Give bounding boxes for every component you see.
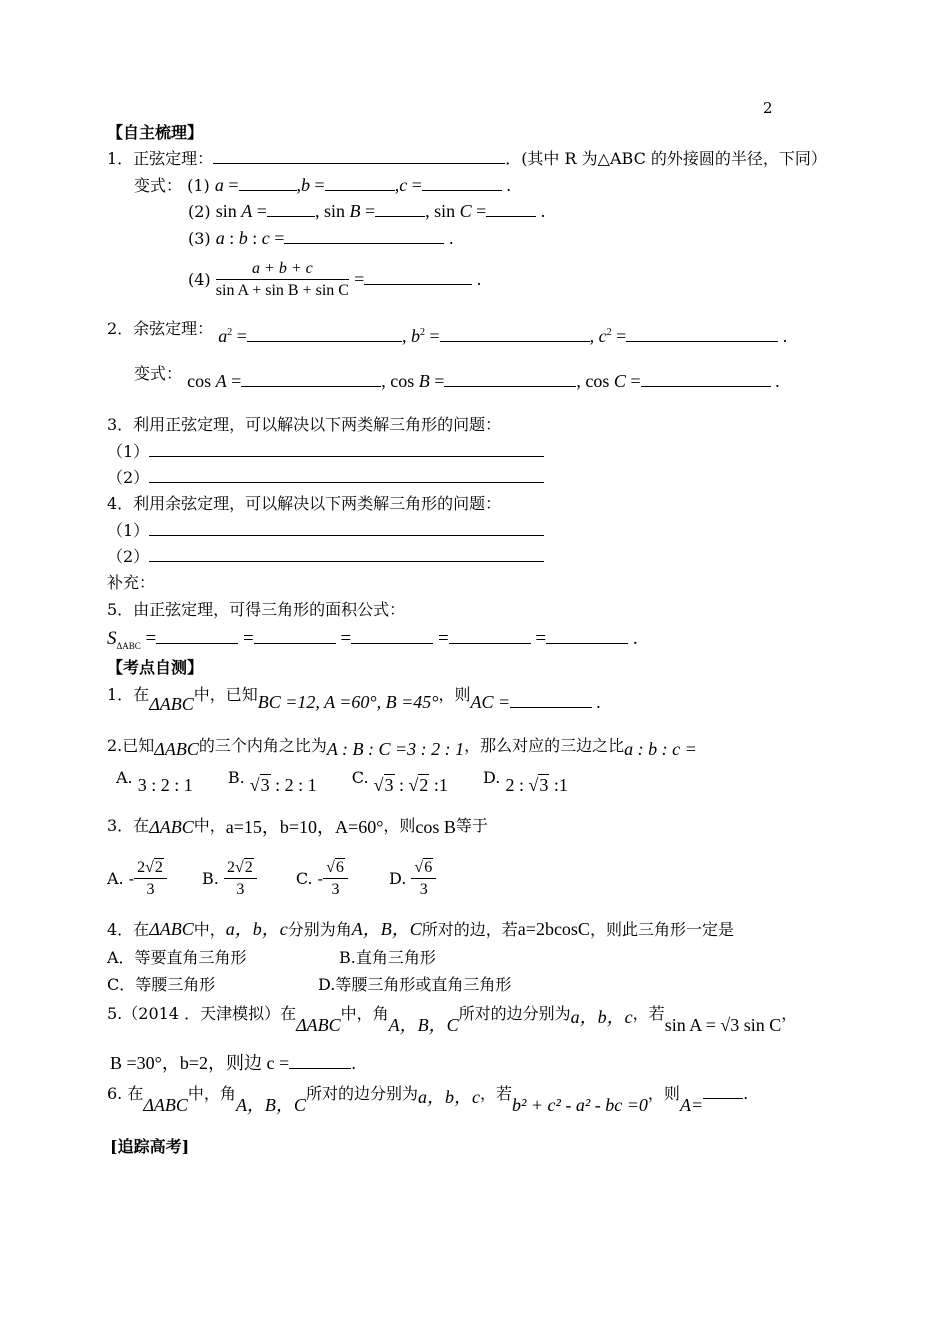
variant-num: (2) (188, 202, 211, 221)
option-label[interactable]: A. (116, 768, 133, 787)
question-2: 2.已知ΔABC的三个内角之比为A : B : C =3 : 2 : 1，那么对应的三边之比a : b : c = (107, 736, 697, 759)
cosine-law-line: 2．余弦定理： $a^2$ = , $b^2$ = , $c^2$ = . (107, 319, 788, 346)
answer-blank[interactable] (422, 174, 502, 191)
variant-4: (4) $\frac{a + b + c}{\text{sin A + sin B + sin C}}$ = . (188, 256, 481, 303)
page-number: 2 (763, 99, 773, 117)
item3-text: 3．利用正弦定理，可以解决以下两类解三角形的问题： (107, 415, 502, 434)
answer-blank[interactable] (440, 325, 590, 342)
variant-num: (1) (187, 176, 210, 195)
answer-blank[interactable] (351, 627, 433, 644)
answer-blank[interactable] (289, 1052, 351, 1069)
answer-blank[interactable] (213, 147, 505, 164)
question-4: 4．在ΔABC中，a，b，c分别为角A，B，C所对的边，若a=2bcosC，则此三角形一定是 (107, 919, 734, 939)
answer-blank[interactable] (510, 691, 592, 708)
item5-text: 5．由正弦定理，可得三角形的面积公式： (107, 600, 406, 619)
answer-blank[interactable] (241, 370, 381, 387)
section-title-review: 【自主梳理】 (107, 123, 204, 142)
question-5-line2: B =30°，b=2，则边 c = . (110, 1053, 357, 1073)
fraction (216, 259, 349, 302)
item3-sub1: （1） (107, 440, 544, 463)
question-3-options: A. - $\frac{2√2}{3}$ B. $\frac{2√2}{3}$ C. - $\frac{√6}{3}$ D. $\frac{√6}{3}$ (107, 852, 436, 906)
option-label[interactable]: C. (351, 768, 369, 787)
section-title-selftest: 【考点自测】 (107, 658, 204, 677)
option-label[interactable]: B. (202, 869, 219, 888)
answer-blank[interactable] (247, 325, 402, 342)
answer-blank[interactable] (364, 268, 472, 285)
area-formula-line: $S_{\Delta ABC}$ = = = = = . (107, 628, 638, 651)
answer-blank[interactable] (149, 466, 544, 483)
answer-blank[interactable] (156, 627, 238, 644)
answer-blank[interactable] (486, 200, 536, 217)
question-1: 1．在ΔABC中，已知BC =12, A =60°, B =45°，则AC = . (107, 685, 602, 714)
variant-label: 变式： (134, 364, 183, 383)
answer-blank[interactable] (149, 519, 544, 536)
item-label: 2．余弦定理： (107, 319, 214, 338)
answer-blank[interactable] (449, 627, 531, 644)
option-label[interactable]: C. (295, 869, 313, 888)
q6-condition: b² + c² - a² - bc =0 (511, 1095, 648, 1115)
variant-3: (3) a : b : c = . (188, 228, 454, 248)
answer-blank[interactable] (375, 200, 425, 217)
answer-blank[interactable] (149, 545, 544, 562)
variant-2: (2) sin A = , sin B = , sin C = . (188, 201, 546, 221)
answer-blank[interactable] (239, 174, 297, 191)
variant-label: 变式： (134, 176, 183, 195)
item4-text: 4．利用余弦定理，可以解决以下两类解三角形的问题： (107, 494, 502, 513)
section-title-track: [追踪高考] (110, 1137, 190, 1156)
answer-blank[interactable] (284, 227, 444, 244)
variant-num: (3) (188, 229, 211, 248)
answer-blank[interactable] (626, 325, 778, 342)
answer-blank[interactable] (641, 370, 771, 387)
triangle-subscript: ΔABC (116, 640, 141, 651)
q4-option-c[interactable]: C．等腰三角形 (107, 975, 216, 994)
fraction-numerator: a + b + c (216, 259, 349, 280)
item4-sub1: （1） (107, 519, 544, 542)
answer-blank[interactable] (267, 200, 315, 217)
answer-blank[interactable] (254, 627, 336, 644)
variant-num: (4) (188, 270, 211, 289)
option-label[interactable]: B. (227, 768, 245, 787)
question-6: 6. 在ΔABC中，角A，B，C所对的边分别为a，b，c，若b² + c² - a² - bc =0，则A=. (107, 1084, 749, 1115)
item-label: 1．正弦定理： (107, 149, 214, 168)
answer-blank[interactable] (703, 1082, 743, 1099)
q2-ratio: A : B : C =3 : 2 : 1 (326, 739, 465, 759)
question-2-options: A. 3 : 2 : 1 B. √3 : 2 : 1 C. √3 : √2 :1 D. 2 : √3 :1 (116, 768, 568, 795)
answer-blank[interactable] (325, 174, 395, 191)
answer-blank[interactable] (444, 370, 576, 387)
variant-1: 变式： (1) a = ,b = ,c = . (134, 175, 511, 195)
sine-law-line (107, 147, 827, 170)
q4-option-d[interactable]: D.等腰三角形或直角三角形 (318, 975, 512, 994)
fraction-denominator: sin A + sin B + sin C (215, 282, 349, 299)
q5-condition: sin A = √3 sin C (664, 1015, 782, 1035)
supplement-label: 补充： (107, 573, 156, 592)
option-label[interactable]: D. (483, 768, 501, 787)
question-5: 5.（2014 ．天津模拟）在ΔABC中，角A，B，C所对的边分别为a，b，c，若sin A = √3 sin C， (107, 1004, 798, 1035)
q4-option-a[interactable]: A．等要直角三角形 (107, 948, 247, 967)
question-3: 3．在ΔABC中，a=15，b=10，A=60°，则cos B等于 (107, 816, 488, 837)
cosine-variant-line: 变式： cos A = , cos B = , cos C = . (134, 364, 780, 391)
q4-option-b[interactable]: B.直角三角形 (339, 948, 436, 967)
answer-blank[interactable] (149, 440, 544, 457)
item3-sub2: （2） (107, 466, 544, 489)
item-note: ．(其中 R 为△ABC 的外接圆的半径，下同） (505, 149, 827, 168)
item4-sub2: （2） (107, 545, 544, 568)
q1-condition: BC =12, A =60°, B =45° (257, 692, 439, 712)
option-label[interactable]: D. (388, 869, 407, 888)
answer-blank[interactable] (546, 627, 628, 644)
q3-condition: a=15，b=10，A=60° (225, 817, 384, 837)
option-label[interactable]: A. (107, 869, 124, 888)
triangle-label: ΔABC (149, 694, 194, 714)
option-a-value: 3 : 2 : 1 (137, 775, 193, 795)
